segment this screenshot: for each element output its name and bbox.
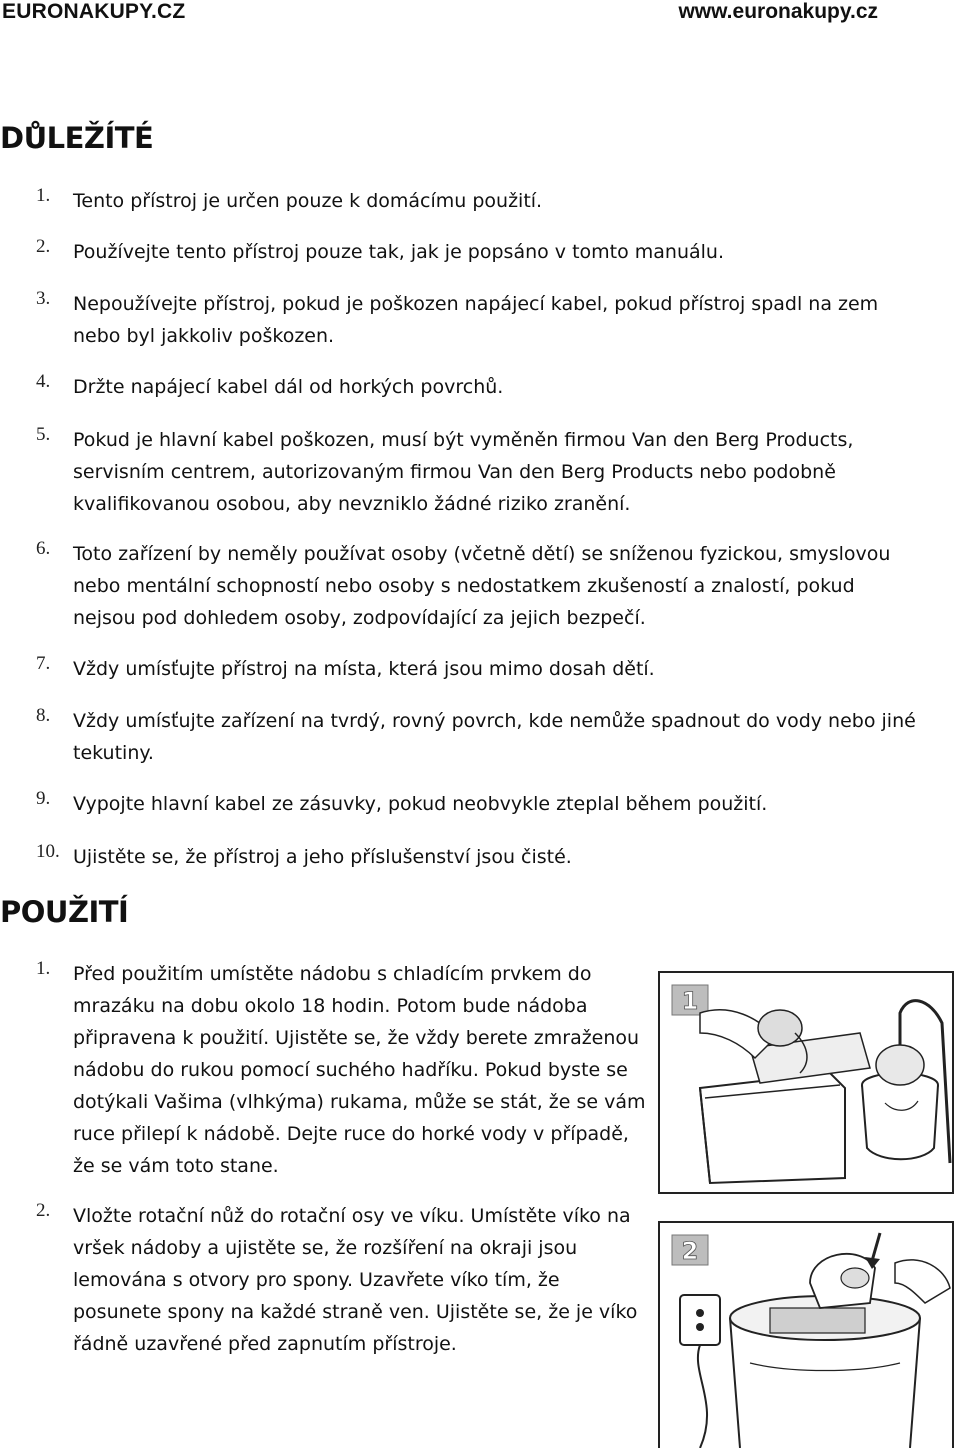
brand-url: www.euronakupy.cz [678,0,878,23]
freezer-bowl-drawing [660,973,952,1192]
item-text: Vždy umísťujte zařízení na tvrdý, rovný povrch, kde nemůže spadnout do vody nebo jiné tekutiny. [73,710,916,764]
item-number: 7. [36,653,51,674]
section-title-important: DŮLEŽÍTÉ [0,121,154,155]
item-text: Tento přístroj je určen pouze k domácímu použití. [73,190,543,212]
item-text: Nepoužívejte přístroj, pokud je poškozen napájecí kabel, pokud přístroj spadl na zem nebo byl jakkoliv poškozen. [73,293,879,347]
lid-assembly-illustration [658,1221,954,1448]
list-item [36,236,916,268]
list-item [36,538,916,634]
brand-name: EURONAKUPY.CZ [2,0,186,23]
page-header [0,0,960,26]
item-text: Vypojte hlavní kabel ze zásuvky, pokud neobvykle zteplal během použití. [73,793,768,815]
list-item [36,1200,646,1360]
item-text: Vložte rotační nůž do rotační osy ve víku. Umístěte víko na vršek nádoby a ujistěte se, že rozšíření na okraji jsou lemována s otvory pro spony. Uzavřete víko tím, že posunete spony na každé straně ven. Ujistěte se, že je víko řádně uzavřené před zapnutím přístroje. [73,1205,638,1355]
list-item [36,424,916,520]
item-number: 4. [36,371,51,392]
freezer-bowl-illustration [658,971,954,1194]
item-number: 3. [36,288,51,309]
lid-assembly-drawing [660,1223,952,1448]
item-number: 9. [36,788,51,809]
item-text: Používejte tento přístroj pouze tak, jak je popsáno v tomto manuálu. [73,241,725,263]
item-number: 2. [36,1200,51,1221]
list-item [36,185,916,217]
item-number: 10. [36,841,60,862]
item-text: Toto zařízení by neměly používat osoby (včetně dětí) se sníženou fyzickou, smyslovou nebo mentální schopností nebo osoby s nedostatkem zkušeností a znalostí, pokud nejsou pod dohledem osoby, zodpovídající za jejich bezpečí. [73,543,891,629]
item-number: 8. [36,705,51,726]
item-text: Vždy umísťujte přístroj na místa, která jsou mimo dosah dětí. [73,658,655,680]
item-number: 1. [36,185,51,206]
item-number: 6. [36,538,51,559]
list-item [36,841,916,873]
list-item [36,705,916,769]
step-number: 1 [681,987,699,1015]
item-text: Pokud je hlavní kabel poškozen, musí být vyměněn firmou Van den Berg Products, servisním centrem, autorizovaným firmou Van den Berg Products nebo podobně kvalifikovanou osobou, aby nevzniklo žádné riziko zranění. [73,429,854,515]
list-item [36,958,646,1182]
list-item [36,371,916,403]
item-number: 1. [36,958,51,979]
item-text: Držte napájecí kabel dál od horkých povrchů. [73,376,504,398]
list-item [36,788,916,820]
step-number: 2 [681,1237,699,1265]
item-number: 2. [36,236,51,257]
item-text: Ujistěte se, že přístroj a jeho příslušenství jsou čisté. [73,846,572,868]
item-text: Před použitím umístěte nádobu s chladícím prvkem do mrazáku na dobu okolo 18 hodin. Potom bude nádoba připravena k použití. Ujistěte se, že vždy berete zmraženou nádobu do rukou pomocí suchého hadříku. Pokud byste se dotýkali Vašima (vlhkýma) rukama, může se stát, že se vám ruce přilepí k nádobě. Dejte ruce do horké vody v případě, že se vám toto stane. [73,963,646,1177]
list-item [36,653,916,685]
list-item [36,288,916,352]
section-title-usage: POUŽITÍ [0,895,129,929]
item-number: 5. [36,424,51,445]
